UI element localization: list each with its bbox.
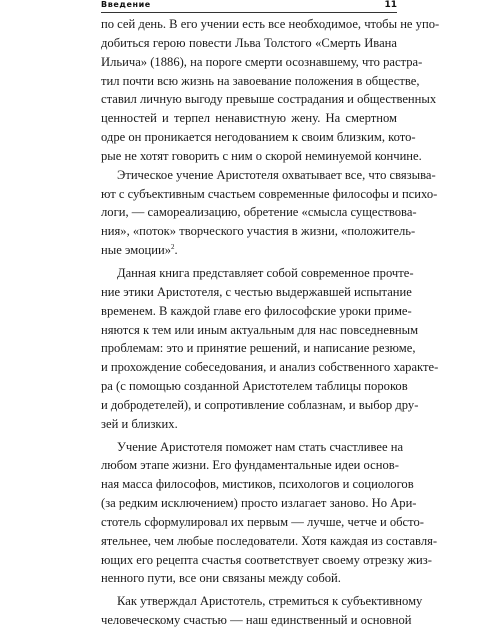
text-line: Данная книга представляет собой современное прочте- [117,265,414,280]
running-header [101,0,397,12]
body-text [101,15,440,630]
text-line: и добродетелей), и сопротивление соблазнам, и выбор дру- [101,397,419,412]
paragraph [101,15,440,166]
text-line: Учение Аристотеля поможет нам стать счастливее на [117,439,404,454]
text-line: Этическое учение Аристотеля охватывает все, что связыва- [117,167,436,182]
text-line: любом этапе жизни. Его фундаментальные идеи основ- [101,458,399,473]
text-line: логи, — самореализацию, обретение «смысла существова- [101,205,417,220]
text-line: зей и близких. [101,416,178,431]
paragraph [101,166,438,260]
text-line: рые не хотят говорить с ним о скорой неминуемой кончине. [101,148,422,163]
paragraph [101,592,423,630]
text-line: ние этики Аристотеля, с честью выдержавшей испытание [101,284,412,299]
text-line: няются к тем или иным актуальным для нас повседневным [101,322,419,337]
text-line: одре он проникается негодованием к своим близким, кото- [101,130,416,145]
text-line: тил почти всю жизнь на завоевание положения в обществе, [101,73,420,88]
text-line: ют с субъективным счастьем современные философы и психо- [101,186,438,201]
text-line: ятельнее, чем любые последователи. Хотя каждая из составля- [101,533,438,548]
paragraph [101,438,438,589]
text-line: проблемам: это и принятие решений, и написание резюме, [101,341,416,356]
text-line: ющих его рецепта счастья соответствует своему отрезку жиз- [101,552,432,567]
page-number: 11 [384,0,397,10]
text-fragment: ные эмоции» [101,243,172,258]
text-line: по сей день. В его учении есть все необходимое, чтобы не упо- [101,17,440,31]
text-line: ра (с помощью созданной Аристотелем таблицы пороков [101,379,408,394]
text-line: ная масса философов, мистиков, психологов и социологов [101,477,414,492]
text-line: временем. В каждой главе его философские уроки приме- [101,303,412,318]
text-line: (за редким исключением) просто излагает заново. Но Ари- [101,496,417,511]
text-line: стотель сформулировал их первым — лучше, четче и обсто- [101,514,424,529]
text-line: ния», «поток» творческого участия в жизни, «положитель- [101,224,416,239]
text-line: ставил личную выгоду превыше сострадания и общественных [101,92,437,107]
text-line: ценностей и терпел ненавистную жену. На смертном [101,111,397,126]
paragraph [101,264,439,434]
text-line: человеческому счастью — наш единственный и основной [101,613,412,628]
text-line: ненного пути, все они связаны между собой. [101,571,341,586]
text-fragment: . [174,243,178,258]
text-line: Как утверждал Аристотель, стремиться к субъективному [117,594,423,609]
section-title: Введение [101,0,151,9]
text-line: и прохождение собеседования, и анализ собственного характе- [101,360,439,375]
text-line [101,241,397,260]
footnote-marker: 2 [171,242,175,251]
header-rule [101,12,397,13]
text-line: добиться герою повести Льва Толстого «Смерть Ивана [101,35,397,50]
text-line: Ильича» (1886), на пороге смерти осознавшему, что растра- [101,54,423,69]
